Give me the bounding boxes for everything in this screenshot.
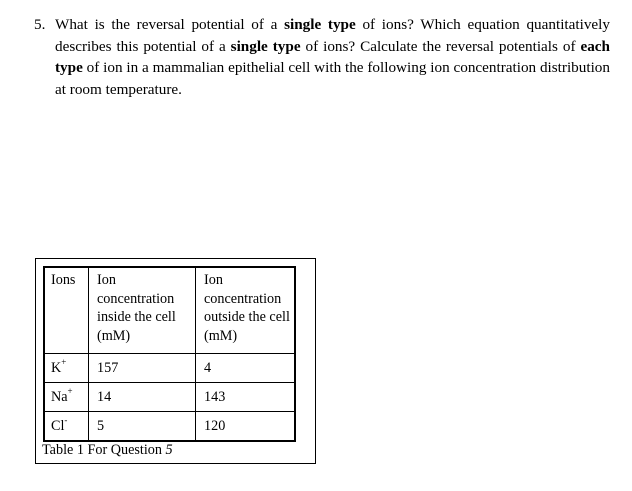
question-5 xyxy=(34,14,610,100)
ion-symbol: Na xyxy=(51,388,68,405)
question-text xyxy=(55,14,610,100)
ion-charge: - xyxy=(64,415,68,426)
question-text-bold: single type xyxy=(230,37,301,55)
ion-cell xyxy=(44,354,89,383)
ion-concentration-table xyxy=(43,266,296,442)
outside-value: 143 xyxy=(196,383,296,412)
table-row xyxy=(44,354,295,383)
inside-value: 157 xyxy=(89,354,196,383)
ion-cell xyxy=(44,383,89,412)
ion-charge: + xyxy=(61,357,67,368)
question-text-part: of ions? Calculate the reversal potentials of xyxy=(300,37,581,55)
inside-value: 14 xyxy=(89,383,196,412)
question-number: 5. xyxy=(34,16,46,33)
header-inside: Ion concentration inside the cell (mM) xyxy=(89,267,196,354)
outside-value: 120 xyxy=(196,412,296,442)
question-text-part: of ions? Which equation quantitatively describes this potential of a xyxy=(55,16,610,55)
header-outside: Ion concentration outside the cell (mM) xyxy=(196,267,296,354)
ion-symbol: K xyxy=(51,359,62,376)
question-text-bold: each type xyxy=(55,37,610,76)
ion-cell xyxy=(44,412,89,442)
caption-text: Table 1 For Question xyxy=(42,442,166,458)
question-text-part: of ion in a mammalian epithelial cell with the following ion concentration distribution at room temperature. xyxy=(55,59,610,98)
table-row xyxy=(44,412,295,442)
ion-charge: + xyxy=(67,386,73,397)
caption-number: 5 xyxy=(165,442,173,458)
inside-value: 5 xyxy=(89,412,196,442)
ion-symbol: Cl xyxy=(51,417,65,434)
table-caption xyxy=(42,441,173,459)
table-frame xyxy=(35,258,316,464)
question-text-part: What is the reversal potential of a xyxy=(55,16,285,33)
header-ions: Ions xyxy=(44,267,89,354)
question-text-bold: single type xyxy=(284,16,356,33)
outside-value: 4 xyxy=(196,354,296,383)
table-row xyxy=(44,383,295,412)
table-header-row xyxy=(44,267,295,354)
